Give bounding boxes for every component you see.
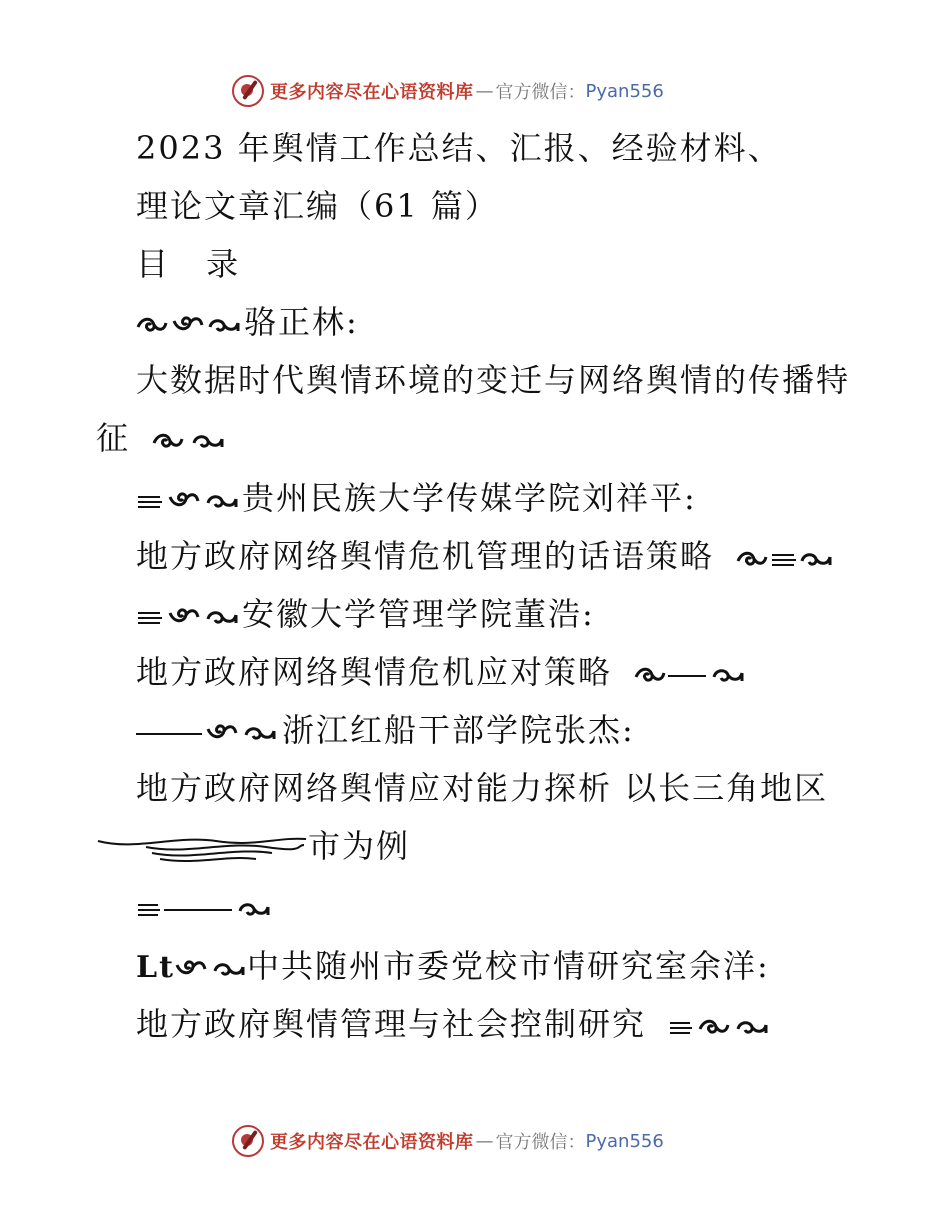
watermark-id: Pyan556 [585,1130,664,1152]
author-1: 骆正林: [244,303,359,341]
ornament-icon [175,957,247,981]
ornament-icon [136,897,272,921]
article-title-4b: 市为例 [308,827,411,865]
article-title-5: 地方政府舆情管理与社会控制研究 [136,1005,647,1043]
entry-author-1 [136,302,359,342]
entry-article-5 [136,1004,774,1044]
wavy-lines-icon [96,831,308,867]
entry-article-3 [136,652,746,692]
article-title-3: 地方政府网络舆情危机应对策略 [136,653,613,691]
watermark-banner-top [232,73,712,109]
ornament-icon [634,663,746,687]
entry-author-2 [136,478,697,518]
ornament-icon [668,1015,774,1039]
ornament-icon [136,605,242,629]
watermark-dash: — [475,80,494,102]
pen-logo-icon [232,75,264,107]
watermark-dash: — [475,1130,494,1152]
watermark-main: 更多内容尽在心语资料库 [270,82,474,103]
watermark-label: 官方微信： [495,1132,586,1153]
entry-article-2 [136,536,832,576]
entry-article-1b [96,418,232,458]
title-line-2: 理论文章汇编（61 篇） [136,187,499,225]
entry-author-5 [136,946,770,988]
toc-heading: 目 录 [136,245,253,283]
entry-article-4b [96,826,410,867]
author-5-prefix: Lt [136,950,175,985]
pen-logo-icon [232,1125,264,1157]
watermark-label: 官方微信： [495,82,586,103]
article-title-4a: 地方政府网络舆情应对能力探析 以长三角地区 [136,769,829,807]
title-line-1: 2023 年舆情工作总结、汇报、经验材料、 [136,129,782,167]
article-title-2: 地方政府网络舆情危机管理的话语策略 [136,537,715,575]
author-3: 安徽大学管理学院董浩: [242,595,595,633]
entry-author-3 [136,594,595,634]
article-title-1a: 大数据时代舆情环境的变迁与网络舆情的传播特 [136,361,851,399]
watermark-main: 更多内容尽在心语资料库 [270,1132,474,1153]
author-5: 中共随州市委党校市情研究室余洋: [246,947,770,985]
author-2: 贵州民族大学传媒学院刘祥平: [242,479,697,517]
author-4: 浙江红船干部学院张杰: [282,711,635,749]
article-title-1b: 征 [96,419,131,457]
watermark-banner-bottom [232,1123,712,1159]
watermark-id: Pyan556 [585,80,664,102]
ornament-icon [152,429,232,453]
ornament-icon [136,489,242,513]
ornament-icon [736,547,832,571]
separator-line [136,886,272,926]
ornament-icon [136,721,282,745]
entry-author-4 [136,710,635,750]
ornament-icon [136,313,244,337]
